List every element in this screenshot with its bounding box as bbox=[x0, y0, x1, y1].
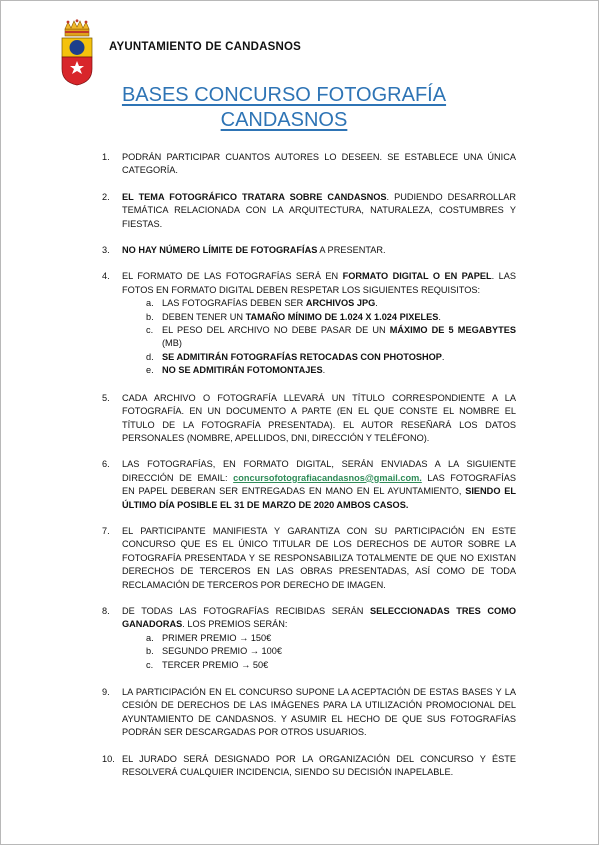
rule-emphasis: FORMATO DIGITAL O EN PAPEL bbox=[342, 271, 492, 282]
requirement-item-d bbox=[146, 351, 516, 364]
requirement-letter: b. bbox=[146, 311, 154, 322]
requirement-letter: a. bbox=[146, 298, 154, 309]
prize-letter: c. bbox=[146, 659, 154, 670]
requirement-text: (MB) bbox=[162, 338, 182, 349]
rule-number: 10. bbox=[102, 753, 115, 764]
rule-number: 2. bbox=[102, 191, 110, 202]
rule-text: EL JURADO SERÁ DESIGNADO POR LA ORGANIZACIÓN DEL CONCURSO Y ÉSTE RESOLVERÁ CUALQUIER INCIDENCIA, SIENDO SU DECISIÓN INAPELABLE. bbox=[122, 753, 516, 778]
requirement-text: . bbox=[375, 298, 378, 309]
title-line-2: CANDASNOS bbox=[220, 109, 348, 131]
requirement-text: LAS FOTOGRAFÍAS DEBEN SER bbox=[162, 298, 306, 309]
page-title bbox=[109, 83, 459, 133]
rule-number: 6. bbox=[102, 459, 110, 470]
requirement-item-e bbox=[146, 364, 516, 377]
prizes-list bbox=[122, 632, 516, 672]
rule-number: 5. bbox=[102, 392, 110, 403]
rule-item-2 bbox=[96, 191, 516, 231]
rule-item-6 bbox=[96, 458, 516, 512]
rule-item-5 bbox=[96, 392, 516, 446]
rule-text: EL FORMATO DE LAS FOTOGRAFÍAS SERÁ EN bbox=[122, 271, 343, 282]
organization-name: AYUNTAMIENTO DE CANDASNOS bbox=[109, 41, 301, 53]
rule-text: A PRESENTAR. bbox=[317, 245, 386, 256]
title-line-1: BASES CONCURSO FOTOGRAFÍA bbox=[121, 84, 447, 106]
rule-item-10 bbox=[96, 753, 516, 780]
requirement-item-a bbox=[146, 297, 516, 310]
prize-item-third bbox=[146, 659, 516, 672]
requirement-emphasis: ARCHIVOS JPG bbox=[305, 298, 376, 309]
rule-emphasis: SELECCIONADAS TRES COMO GANADORAS bbox=[122, 605, 516, 630]
rule-number: 4. bbox=[102, 271, 110, 282]
requirement-text: . bbox=[322, 365, 326, 376]
requirement-emphasis: NO SE ADMITIRÁN FOTOMONTAJES bbox=[162, 365, 323, 376]
rule-emphasis: NO HAY NÚMERO LÍMITE DE FOTOGRAFÍAS bbox=[122, 245, 318, 256]
prize-item-second bbox=[146, 645, 516, 658]
requirement-item-b bbox=[146, 311, 516, 324]
rule-number: 1. bbox=[102, 152, 110, 162]
requirement-item-c bbox=[146, 324, 516, 351]
requirement-letter: e. bbox=[146, 365, 154, 376]
rule-text: LA PARTICIPACIÓN EN EL CONCURSO SUPONE LA ACEPTACIÓN DE ESTAS BASES Y LA CESIÓN DE DERECHOS DE LAS IMÁGENES PARA LA UTILIZACIÓN PROMOCIONAL DEL AYUNTAMIENTO DE CANDASNOS. Y ASUMIR EL HECHO DE QUE SUS FOTOGRAFÍAS PODRÁN SER DESCARGADAS POR OTROS USUARIOS. bbox=[122, 687, 516, 738]
rule-number: 7. bbox=[102, 525, 110, 536]
prize-letter: b. bbox=[146, 646, 154, 657]
rule-item-8 bbox=[96, 605, 516, 672]
rule-number: 9. bbox=[102, 687, 110, 697]
prize-text: TERCER PREMIO → 50€ bbox=[162, 659, 269, 670]
prize-letter: a. bbox=[146, 632, 154, 643]
requirement-letter: c. bbox=[146, 325, 154, 336]
requirement-text: . bbox=[438, 311, 441, 322]
requirement-text: . bbox=[441, 351, 445, 362]
rule-number: 8. bbox=[102, 605, 110, 616]
requirement-emphasis: MÁXIMO DE 5 MEGABYTES bbox=[389, 325, 516, 336]
prize-text: SEGUNDO PREMIO → 100€ bbox=[162, 646, 282, 657]
rule-text: EL PARTICIPANTE MANIFIESTA Y GARANTIZA CON SU PARTICIPACIÓN EN ESTE CONCURSO QUE ES EL ÚNICO TITULAR DE LOS DERECHOS DE AUTOR SOBRE LA FOTOGRAFÍA PRESENTADA Y SE RESPONSABILIZA TOTALMENTE DE QUE NO EXISTAN DERECHOS DE TERCEROS EN LAS OBRAS PRESENTADAS, ASÍ COMO DE TODA RECLAMACIÓN DE TERCEROS POR DERECHO DE IMAGEN. bbox=[122, 525, 516, 590]
rule-text: DE TODAS LAS FOTOGRAFÍAS RECIBIDAS SERÁN bbox=[122, 605, 371, 616]
rule-emphasis: SIENDO EL ÚLTIMO DÍA POSIBLE EL 31 DE MARZO DE 2020 AMBOS CASOS. bbox=[122, 486, 516, 510]
rule-item-4 bbox=[96, 270, 516, 377]
prize-text: PRIMER PREMIO → 150€ bbox=[162, 632, 272, 643]
rule-text: . LOS PREMIOS SERÁN: bbox=[182, 619, 288, 630]
rule-emphasis: EL TEMA FOTOGRÁFICO TRATARA SOBRE CANDASNOS bbox=[122, 191, 387, 202]
requirement-text: EL PESO DEL ARCHIVO NO DEBE PASAR DE UN bbox=[162, 325, 390, 336]
requirements-list bbox=[122, 297, 516, 377]
requirement-emphasis: SE ADMITIRÁN FOTOGRAFÍAS RETOCADAS CON PHOTOSHOP bbox=[162, 351, 442, 362]
rule-text: . LAS FOTOS EN FORMATO DIGITAL DEBEN RESPETAR LOS SIGUIENTES REQUISITOS: bbox=[122, 271, 516, 295]
rule-text: LAS FOTOGRAFÍAS EN PAPEL DEBERAN SER ENTREGADAS EN MANO EN EL AYUNTAMIENTO, bbox=[122, 472, 516, 497]
email-link[interactable]: concursofotografiacandasnos@gmail.com. bbox=[233, 472, 422, 483]
prize-item-first bbox=[146, 632, 516, 645]
requirement-letter: d. bbox=[146, 351, 154, 362]
rule-text: PODRÁN PARTICIPAR CUANTOS AUTORES LO DESEEN. SE ESTABLECE UNA ÚNICA CATEGORÍA. bbox=[122, 152, 516, 176]
rule-number: 3. bbox=[102, 245, 110, 256]
rule-text: CADA ARCHIVO O FOTOGRAFÍA LLEVARÁ UN TÍTULO CORRESPONDIENTE A LA FOTOGRAFÍA. EN UN DOCUMENTO A PARTE (EN EL QUE CONSTE EL NOMBRE EL TÍTULO DE LA FOTOGRAFÍA PRESENTADA). EL AUTOR RESEÑARÁ LOS DATOS PERSONALES (NOMBRE, APELLIDOS, DNI, DIRECCIÓN Y TELÉFONO). bbox=[122, 392, 516, 443]
coat-of-arms-icon bbox=[59, 19, 95, 87]
rule-item-3 bbox=[96, 244, 516, 257]
requirement-emphasis: TAMAÑO MÍNIMO DE 1.024 X 1.024 PIXELES bbox=[245, 311, 439, 322]
rules-list bbox=[96, 151, 516, 779]
rule-item-9 bbox=[96, 686, 516, 740]
rule-text: LAS FOTOGRAFÍAS, EN FORMATO DIGITAL, SERÁN ENVIADAS A LA SIGUIENTE DIRECCIÓN DE EMAIL: bbox=[122, 459, 516, 483]
rule-item-1 bbox=[96, 151, 516, 178]
rule-item-7 bbox=[96, 525, 516, 592]
requirement-text: DEBEN TENER UN bbox=[162, 311, 246, 322]
rule-text: . PUDIENDO DESARROLLAR TEMÁTICA RELACIONADA CON LA ARQUITECTURA, NATURALEZA, COSTUMBRES Y FIESTAS. bbox=[122, 191, 517, 229]
